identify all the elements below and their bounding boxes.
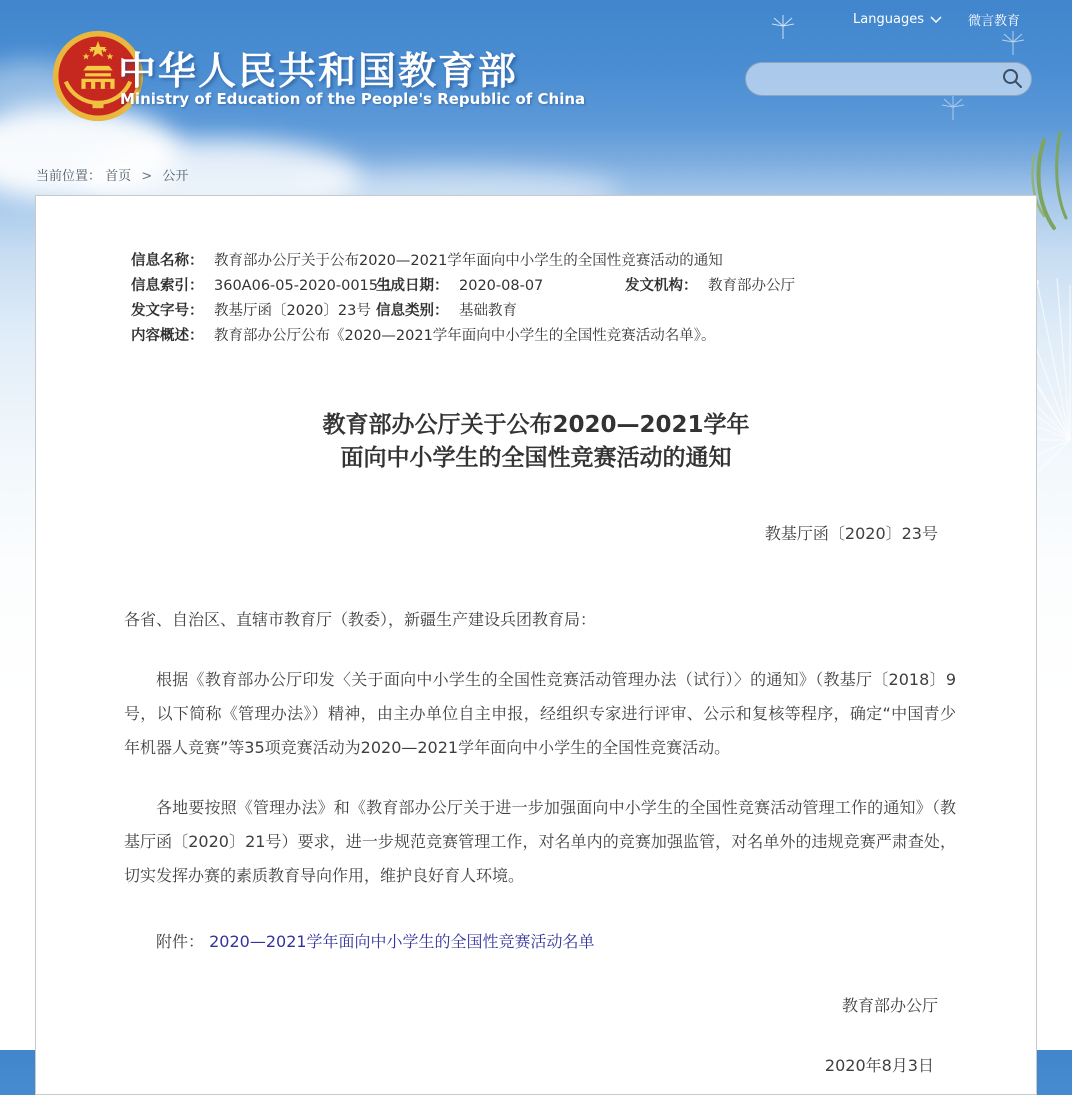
signature: 教育部办公厅 [841, 996, 938, 1015]
breadcrumb [36, 165, 188, 184]
content-panel [35, 195, 1037, 1095]
meta-docno-value: 教基厅函〔2020〕23号 [214, 303, 371, 319]
document-title [36, 409, 1036, 475]
breadcrumb-current-link[interactable]: 公开 [162, 169, 189, 184]
meta-category-value: 基础教育 [459, 303, 517, 319]
document-number: 教基厅函〔2020〕23号 [764, 524, 938, 543]
meta-name-label: 信息名称： [131, 253, 204, 269]
site-title: 中华人民共和国教育部 [118, 49, 519, 93]
meta-index-label: 信息索引： [131, 278, 204, 294]
breadcrumb-separator: > [141, 169, 153, 184]
attachment-label: 附件： [156, 932, 205, 951]
dandelion-seed-icon [940, 95, 966, 121]
meta-issuer-label: 发文机构： [625, 278, 698, 294]
meta-summary-value: 教育部办公厅公布《2020—2021学年面向中小学生的全国性竞赛活动名单》。 [214, 328, 716, 344]
salutation: 各省、自治区、直辖市教育厅（教委），新疆生产建设兵团教育局： [124, 610, 597, 629]
languages-dropdown[interactable] [853, 12, 942, 27]
breadcrumb-home-link[interactable]: 首页 [105, 169, 132, 184]
paragraph-1: 根据《教育部办公厅印发〈关于面向中小学生的全国性竞赛活动管理办法（试行）〉的通知》（教基厅〔2018〕9号，以下简称《管理办法》）精神，由主办单位自主申报，经组织专家进行评审、公示和复核等程序，确定“中国青少年机器人竞赛”等35项竞赛活动为2020—2021学年面向中小学生的全国性竞赛活动。 [124, 670, 956, 757]
site-subtitle: Ministry of Education of the People's Republic of China [120, 90, 586, 108]
search-box [745, 62, 1032, 96]
dandelion-seed-icon [770, 14, 796, 40]
breadcrumb-label: 当前位置： [36, 169, 102, 184]
meta-category-label: 信息类别： [376, 303, 449, 319]
search-input[interactable] [760, 64, 997, 94]
document-date: 2020年8月3日 [824, 1056, 934, 1075]
meta-row-name [131, 249, 976, 274]
dandelion-seed-icon [1000, 30, 1026, 56]
meta-row-docno [131, 299, 976, 324]
paragraph-2: 各地要按照《管理办法》和《教育部办公厅关于进一步加强面向中小学生的全国性竞赛活动管理工作的通知》（教基厅函〔2020〕21号）要求，进一步规范竞赛管理工作，对名单内的竞赛加强监管，对名单外的违规竞赛严肃查处，切实发挥办赛的素质教育导向作用，维护良好育人环境。 [124, 798, 956, 885]
search-button[interactable] [997, 64, 1027, 94]
meta-row-summary [131, 324, 976, 349]
meta-docno-label: 发文字号： [131, 303, 204, 319]
search-icon [1001, 67, 1023, 92]
meta-date-label: 生成日期： [376, 278, 449, 294]
meta-date-value: 2020-08-07 [459, 278, 544, 294]
attachment-row [124, 925, 956, 959]
header-links [853, 10, 1020, 29]
document-title-line1: 教育部办公厅关于公布2020—2021学年 [322, 412, 750, 438]
languages-label: Languages [853, 12, 924, 27]
chevron-down-icon [930, 16, 942, 23]
document-title-line2: 面向中小学生的全国性竞赛活动的通知 [340, 445, 732, 471]
meta-issuer-value: 教育部办公厅 [708, 278, 795, 294]
document-body [36, 517, 1036, 1083]
meta-summary-label: 内容概述： [131, 328, 204, 344]
meta-name-value: 教育部办公厅关于公布2020—2021学年面向中小学生的全国性竞赛活动的通知 [214, 253, 723, 269]
weiyan-jiaoyu-link[interactable]: 微言教育 [967, 14, 1020, 29]
meta-index-value: 360A06-05-2020-0015-1 [214, 278, 393, 294]
attachment-link[interactable]: 2020—2021学年面向中小学生的全国性竞赛活动名单 [209, 932, 595, 951]
meta-row-index [131, 274, 976, 299]
document-meta [36, 196, 1036, 349]
